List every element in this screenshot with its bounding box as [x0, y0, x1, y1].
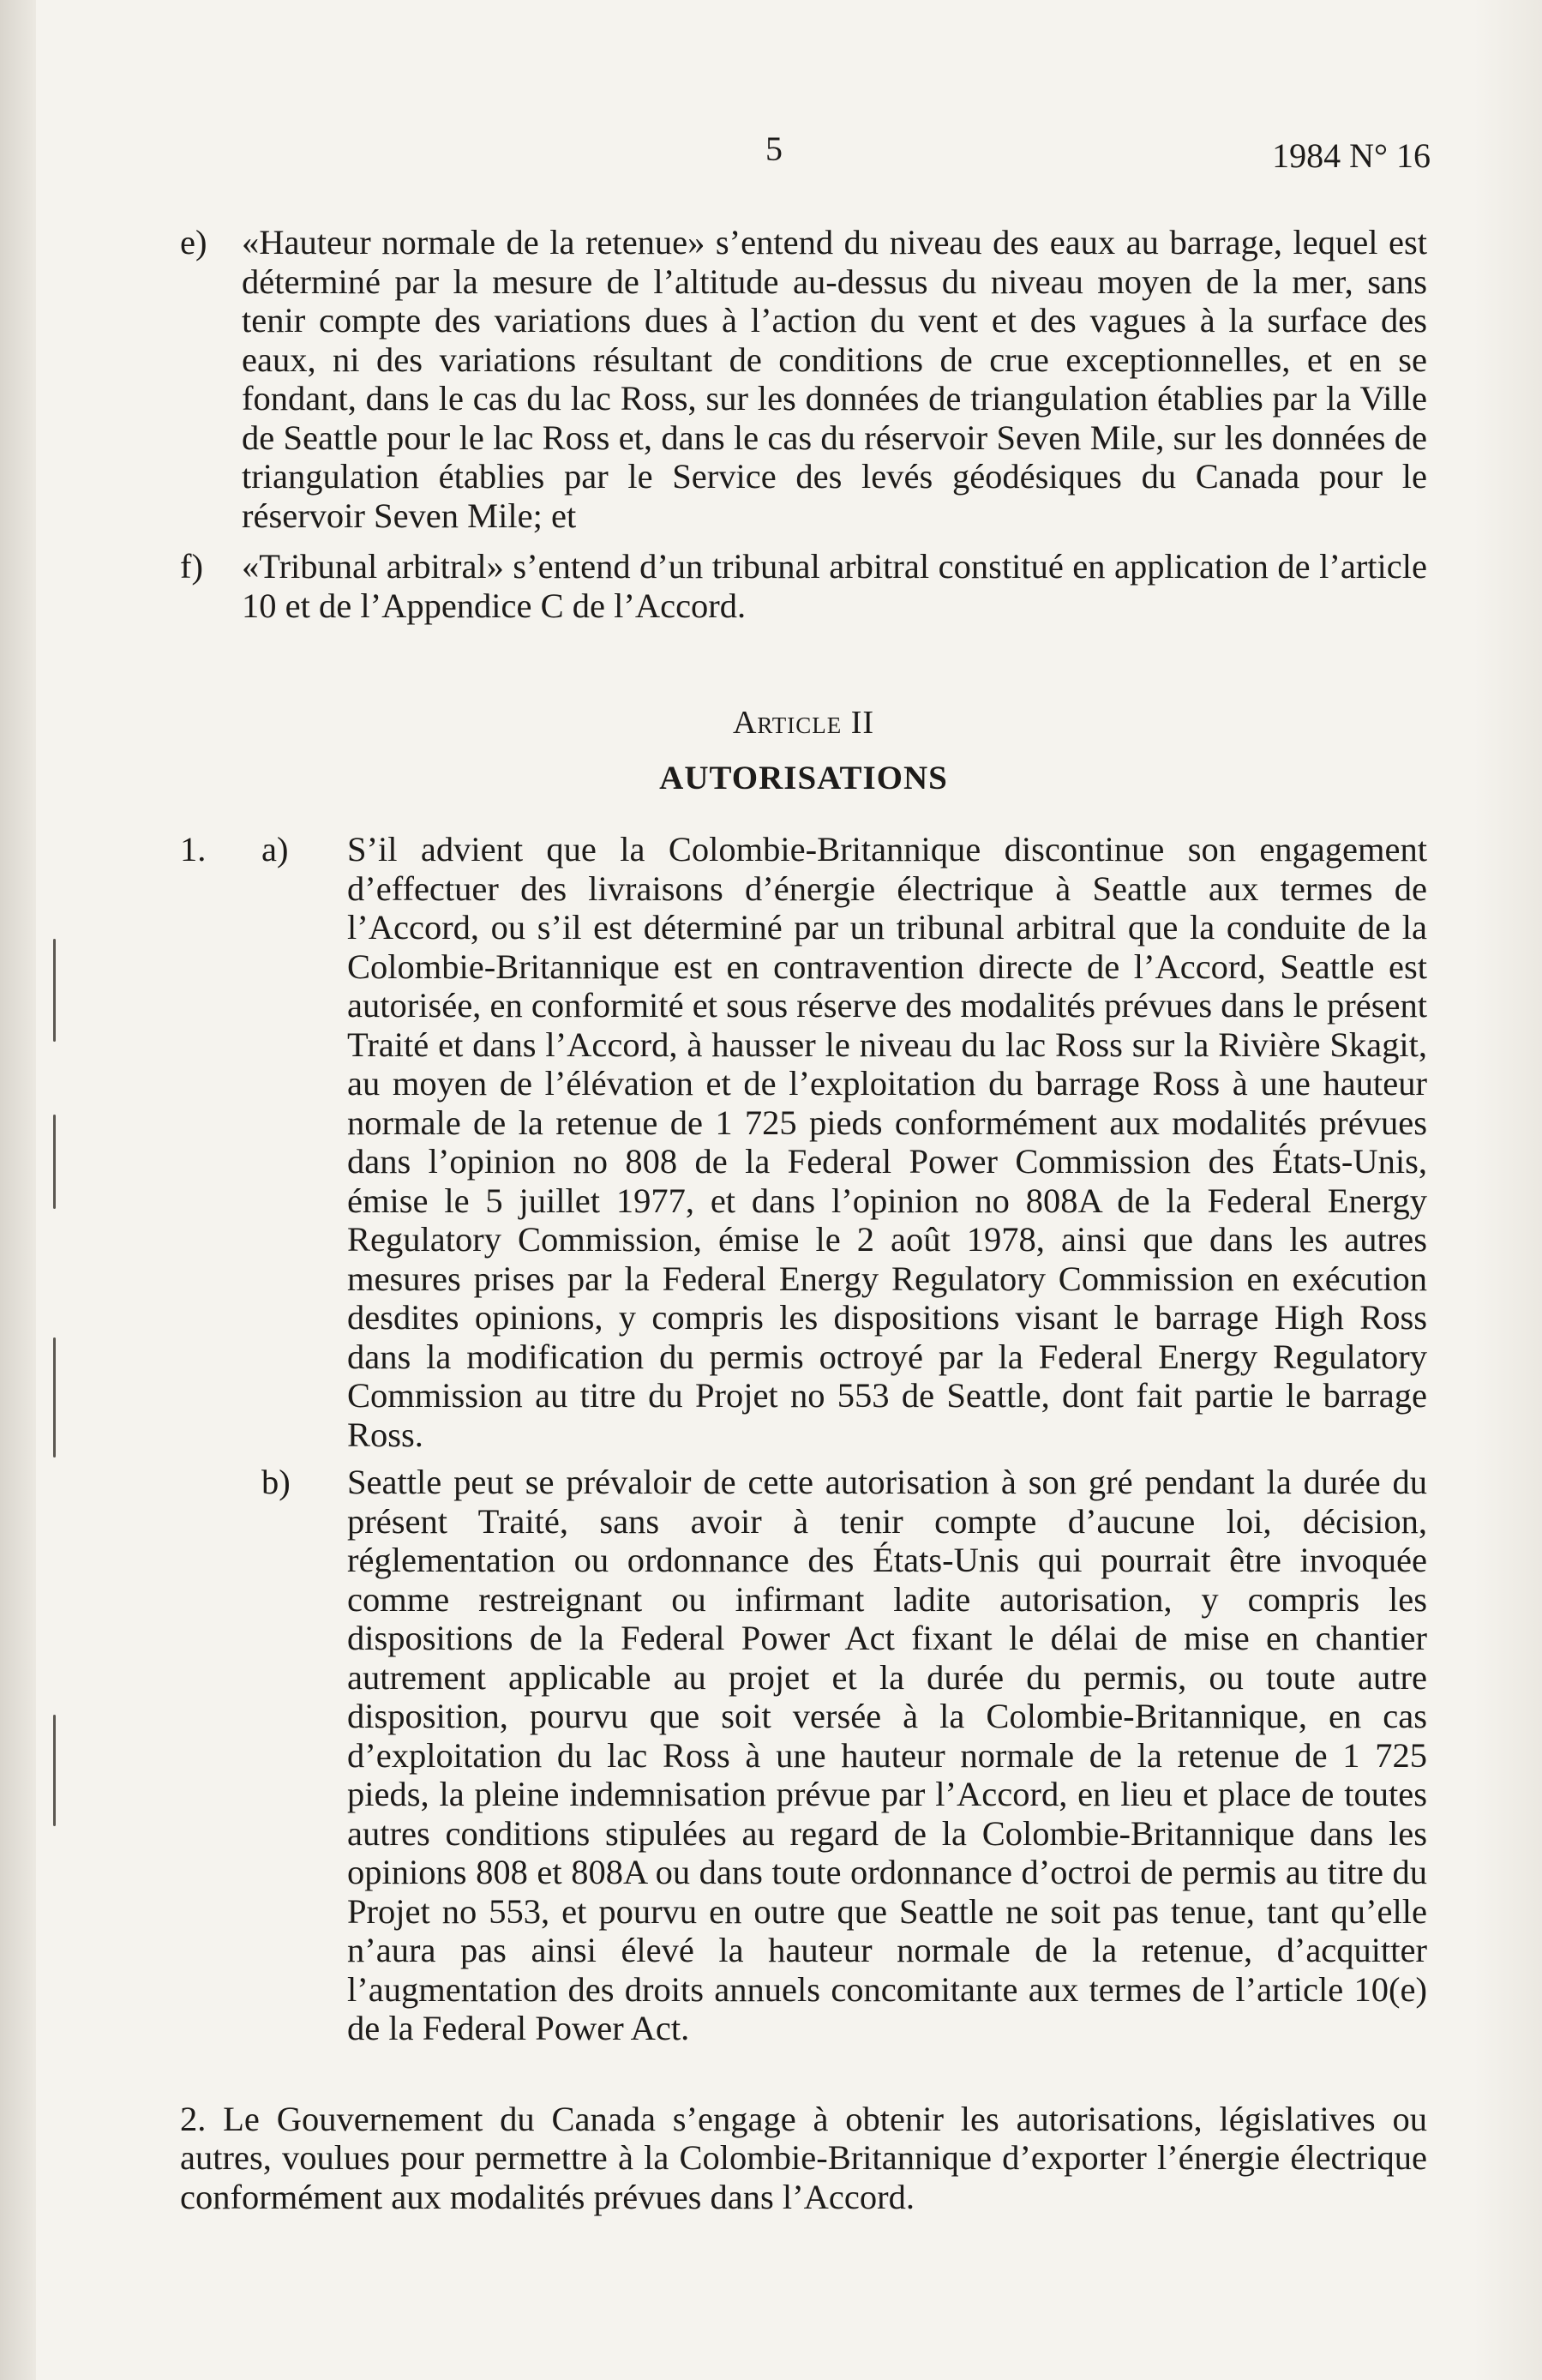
- publication-year-number: 1984 N° 16: [1272, 136, 1431, 175]
- margin-ink-mark: [53, 1115, 56, 1209]
- margin-ink-mark: [53, 939, 56, 1042]
- definition-label: e): [180, 223, 207, 261]
- page-binding-edge: [0, 0, 36, 2380]
- subparagraph-b: [261, 1463, 1427, 2048]
- definition-text: «Tribunal arbitral» s’entend d’un tribunal arbitral constitué en application de l’article 10 et de l’Appendice C de l’Accord.: [242, 547, 1427, 625]
- margin-ink-mark: [53, 1715, 56, 1826]
- paragraph-2: 2. Le Gouvernement du Canada s’engage à obtenir les autorisations, législatives ou autres, voulues pour permettre à la Colombie-Britannique d’exporter l’énergie électrique conformément aux modalités prévues dans l’Accord.: [180, 2099, 1427, 2216]
- subparagraph-text: S’il advient que la Colombie-Britannique discontinue son engagement d’effectuer des livraisons d’énergie électrique à Seattle aux termes de l’Accord, ou s’il est déterminé par un tribunal arbitral que la conduite de la Colombie-Britannique est en contravention directe de l’Accord, Seattle est autorisée, en conformité et sous réserve des modalités prévues dans le présent Traité et dans l’Accord, à hausser le niveau du lac Ross sur la Rivière Skagit, au moyen de l’élévation et de l’exploitation du barrage Ross à une hauteur normale de la retenue de 1 725 pieds conformément aux modalités prévues dans l’opinion no 808 de la Federal Power Commission des États-Unis, émise le 5 juillet 1977, et dans l’opinion no 808A de la Federal Energy Regulatory Commission, émise le 2 août 1978, ainsi que dans les autres mesures prises par la Federal Energy Regulatory Commission en exécution desdites opinions, y compris les dispositions visant le barrage High Ross dans la modification du permis octroyé par la Federal Energy Regulatory Commission au titre du Projet no 553 de Seattle, dont fait partie le barrage Ross.: [347, 830, 1427, 1454]
- paragraph-number: 1.: [180, 830, 207, 868]
- page-header: [0, 129, 1542, 180]
- margin-ink-mark: [53, 1337, 56, 1457]
- subparagraph-label: a): [261, 830, 289, 868]
- subparagraph-a: [261, 830, 1427, 1454]
- paragraph-1: [180, 830, 1427, 2048]
- article-heading: Article II: [732, 705, 875, 741]
- subparagraph-text: Seattle peut se prévaloir de cette autorisation à son gré pendant la durée du présent Traité, sans avoir à tenir compte d’aucune loi, décision, réglementation ou ordonnance des États-Unis qui pourrait être invoquée comme restreignant ou infirmant ladite autorisation, y compris les dispositions de la Federal Power Act fixant le délai de mise en chantier autrement applicable au projet et la durée du permis, ou toute autre disposition, pourvu que soit versée à la Colombie-Britannique, en cas d’exploitation du lac Ross à une hauteur normale de la retenue de 1 725 pieds, la pleine indemnisation prévue par l’Accord, en lieu et place de toutes autres conditions stipulées au regard de la Colombie-Britannique dans les opinions 808 et 808A ou dans toute ordonnance d’octroi de permis au titre du Projet no 553, et pourvu en outre que Seattle ne soit pas tenue, tant qu’elle n’aura pas ainsi élevé la hauteur normale de la retenue, d’acquitter l’augmentation des droits annuels concomitante aux termes de l’article 10(e) de la Federal Power Act.: [347, 1463, 1427, 2047]
- document-body: [180, 223, 1427, 2216]
- definition-e: [180, 223, 1427, 535]
- article-title: AUTORISATIONS: [659, 759, 948, 796]
- definition-f: [180, 547, 1427, 625]
- page-number: 5: [765, 129, 783, 168]
- definition-text: «Hauteur normale de la retenue» s’entend du niveau des eaux au barrage, lequel est déterminé par la mesure de l’altitude au-dessus du niveau moyen de la mer, sans tenir compte des variations dues à l’action du vent et des vagues à la surface des eaux, ni des variations résultant de conditions de crue exceptionnelles, et en se fondant, dans le cas du lac Ross, sur les données de triangulation établies par la Ville de Seattle pour le lac Ross et, dans le cas du réservoir Seven Mile, sur les données de triangulation établies par le Service des levés géodésiques du Canada pour le réservoir Seven Mile; et: [242, 223, 1427, 535]
- definition-label: f): [180, 547, 203, 586]
- subparagraph-label: b): [261, 1463, 291, 1501]
